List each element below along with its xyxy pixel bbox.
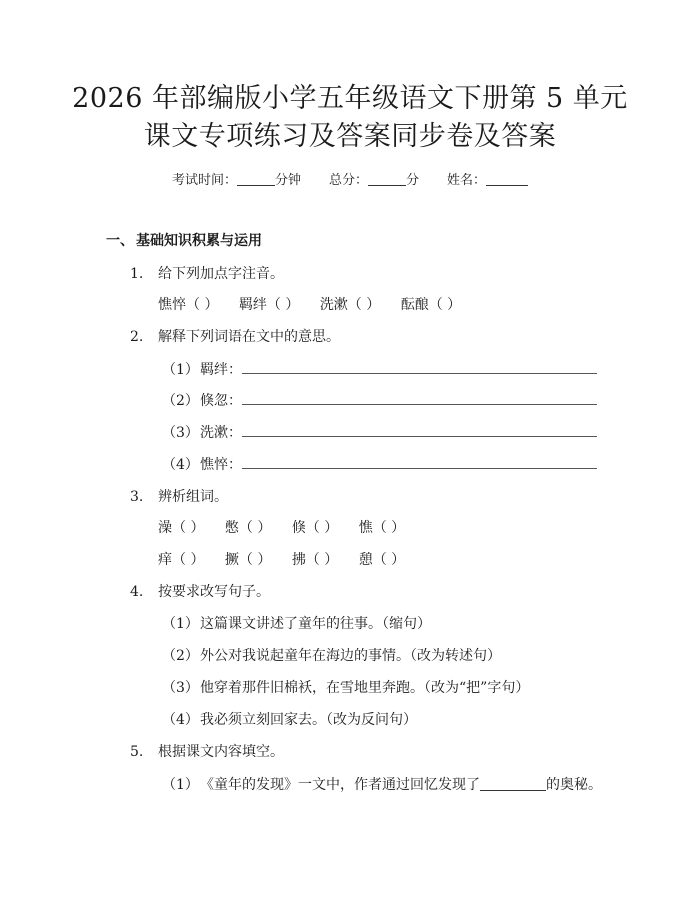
q1-item: 洗漱（ ）: [319, 297, 381, 313]
title-line-1: 2026 年部编版小学五年级语文下册第 5 单元: [72, 83, 628, 114]
answer-line[interactable]: [242, 373, 597, 374]
time-unit: 分钟: [274, 173, 301, 188]
sub-text: 洗漱：: [200, 425, 242, 441]
title-line-2: 课文专项练习及答案同步卷及答案: [143, 121, 557, 152]
q3-item: 澡（ ）: [158, 520, 205, 536]
exam-meta: [0, 169, 700, 188]
sub-number: （4）: [162, 712, 199, 728]
time-label: 考试时间：: [171, 173, 237, 188]
q2-sub-4: [162, 454, 242, 474]
q3-item: 倏（ ）: [291, 520, 339, 536]
q1-item: 憔悴（ ）: [158, 297, 219, 313]
q1-item: 羁绊（ ）: [238, 297, 300, 313]
q1-items: [158, 294, 477, 314]
question-number: 5.: [130, 744, 144, 760]
q3-row-2: [158, 549, 421, 569]
sub-text: 倏忽：: [200, 393, 242, 409]
sub-text: 他穿着那件旧棉袄，在雪地里奔跑。（改为“把”字句）: [200, 680, 530, 696]
q4-sub-3: [162, 677, 529, 697]
sub-text-a: 《童年的发现》一文中，作者通过回忆发现了: [200, 777, 480, 793]
question-text: 按要求改写句子。: [158, 584, 270, 600]
sub-number: （1）: [162, 362, 199, 378]
q1-item: 酝酿（ ）: [400, 297, 462, 313]
name-blank[interactable]: [486, 172, 528, 186]
section-number: 一、: [106, 233, 134, 249]
section-heading: [106, 230, 262, 250]
question-3: [130, 486, 228, 506]
section-title: 基础知识积累与运用: [136, 233, 262, 249]
q4-sub-2: [162, 645, 501, 665]
question-text: 给下列加点字注音。: [158, 266, 284, 282]
question-text: 根据课文内容填空。: [158, 744, 284, 760]
sub-number: （1）: [162, 777, 199, 793]
q3-item: 憋（ ）: [224, 520, 272, 536]
question-1: [130, 263, 284, 283]
q3-item: 痒（ ）: [158, 552, 205, 568]
sub-number: （1）: [162, 616, 199, 632]
question-number: 4.: [130, 584, 144, 600]
sub-text: 我必须立刻回家去。（改为反问句）: [200, 712, 417, 728]
q3-item: 憩（ ）: [358, 552, 406, 568]
question-text: 辨析组词。: [158, 489, 228, 505]
sub-text: 这篇课文讲述了童年的往事。（缩句）: [200, 616, 431, 632]
fill-blank[interactable]: [480, 777, 546, 791]
q3-item: 拂（ ）: [291, 552, 339, 568]
answer-line[interactable]: [242, 436, 597, 437]
answer-line[interactable]: [242, 468, 597, 469]
sub-number: （3）: [162, 680, 199, 696]
q2-sub-1: [162, 359, 242, 379]
q3-item: 憔（ ）: [358, 520, 406, 536]
q3-item: 撅（ ）: [224, 552, 272, 568]
q2-sub-2: [162, 390, 242, 410]
question-number: 1.: [130, 266, 144, 282]
question-2: [130, 326, 340, 346]
sub-number: （3）: [162, 425, 199, 441]
score-blank[interactable]: [368, 172, 406, 186]
q5-sub-1: [162, 774, 602, 794]
q4-sub-1: [162, 613, 431, 633]
sub-text: 憔悴：: [200, 457, 242, 473]
sub-text: 外公对我说起童年在海边的事情。（改为转述句）: [200, 648, 501, 664]
answer-line[interactable]: [242, 404, 597, 405]
question-number: 2.: [130, 329, 144, 345]
score-label: 总分：: [328, 173, 368, 188]
q4-sub-4: [162, 709, 417, 729]
sub-number: （2）: [162, 393, 199, 409]
q3-row-1: [158, 517, 421, 537]
sub-number: （4）: [162, 457, 199, 473]
question-4: [130, 581, 270, 601]
question-number: 3.: [130, 489, 144, 505]
time-blank[interactable]: [237, 172, 275, 186]
sub-text: 羁绊：: [200, 362, 242, 378]
q2-sub-3: [162, 422, 242, 442]
sub-text-b: 的奥秘。: [546, 777, 602, 793]
name-label: 姓名：: [447, 173, 487, 188]
score-unit: 分: [406, 173, 420, 188]
sub-number: （2）: [162, 648, 199, 664]
question-5: [130, 741, 284, 761]
question-text: 解释下列词语在文中的意思。: [158, 329, 340, 345]
